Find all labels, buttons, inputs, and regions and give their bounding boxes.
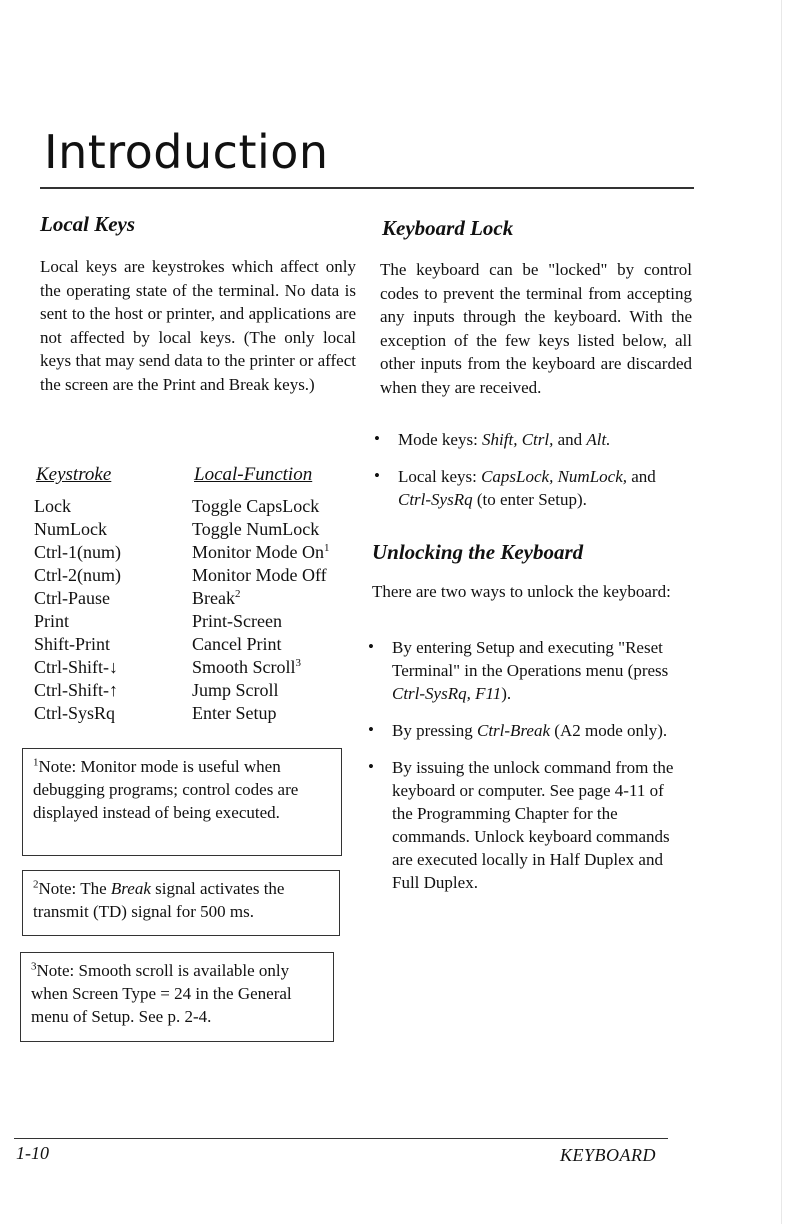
bullet-icon: • [368,720,374,739]
keystroke-cell: Ctrl-1(num) [34,542,121,562]
function-cell [192,542,330,563]
keystroke-cell: Ctrl-SysRq [34,703,116,723]
unlocking-paragraph: There are two ways to unlock the keyboard: [372,582,671,601]
function-text: Jump Scroll [192,680,279,700]
unlocking-list [366,636,686,908]
list-item [372,428,692,451]
function-text: Enter Setup [192,703,277,723]
keyboard-lock-list [372,428,692,525]
keystroke-cell: Ctrl-Shift-↑ [34,680,118,700]
bullet-keys: Ctrl-SysRq, F11 [392,684,502,703]
bullet-keys: Shift, Ctrl, [482,430,554,449]
bullet-keys-last: Alt. [586,430,611,449]
footnote-marker: 3 [295,657,302,669]
local-keys-paragraph: Local keys are keystrokes which affect only the operating state of the terminal. No data is sent to the host or printer, and applications are not affected by local keys. (The only local keys that may send data to the printer or affect the screen are the Print and Break keys.) [40,257,356,394]
bullet-text: Mode keys: [398,430,483,449]
note-2-emph: Break [110,879,151,898]
keystroke-cell: Ctrl-Shift-↓ [34,657,118,677]
local-keys-heading: Local Keys [40,212,136,236]
page-edge [781,0,782,1224]
note-2-suffix: signal activates the transmit (TD) signal for 500 ms. [33,879,285,921]
keystroke-cell: Lock [34,496,71,516]
keystroke-cell: Shift-Print [34,634,111,654]
bullet-end: (A2 mode only). [550,721,668,740]
list-item [372,465,692,511]
bullet-end: ). [501,684,512,703]
bullet-text: By pressing [392,721,477,740]
keystroke-cell: Ctrl-2(num) [34,565,121,585]
function-text: Cancel Print [192,634,282,654]
function-cell [192,657,301,678]
title-rule [40,187,694,189]
bullet-text: By entering Setup and executing "Reset Terminal" in the Operations menu (press [392,638,669,680]
bullet-and: and [627,467,656,486]
bullet-and: and [553,430,587,449]
section-name: KEYBOARD [560,1145,656,1165]
function-text: Toggle CapsLock [192,496,320,516]
list-item [366,636,686,705]
note-2-prefix: Note: The [38,879,111,898]
bullet-icon: • [374,429,380,448]
footnote-marker: 2 [234,588,241,600]
note-2-number: 2 [33,878,39,891]
function-text: Smooth Scroll [192,657,296,677]
function-cell [192,611,282,632]
function-text: Print-Screen [192,611,282,631]
bullet-icon: • [368,757,374,776]
note-2-box [22,870,340,936]
note-1-box [22,748,342,856]
keyboard-lock-paragraph: The keyboard can be "locked" by control codes to prevent the terminal from accepting any inputs through the keyboard. With the exception of the few keys listed below, all other inputs from the keyboard are discarded when they are received. [380,260,692,397]
function-cell [192,565,327,586]
list-item [366,756,686,894]
bullet-text: By issuing the unlock command from the keyboard or computer. See page 4-11 of the Programming Chapter for the commands. Unlock keyboard commands are executed locally in Half Duplex and Full Duplex. [392,758,674,892]
page-title: Introduction [44,125,329,179]
function-cell [192,519,319,540]
function-text: Toggle NumLock [192,519,320,539]
note-3-box [20,952,334,1042]
function-text: Monitor Mode Off [192,565,327,585]
keystroke-cell: NumLock [34,519,107,539]
keyboard-lock-heading: Keyboard Lock [382,216,514,240]
bullet-keys: Ctrl-Break [477,721,551,740]
note-1-number: 1 [33,756,39,769]
function-cell [192,496,319,517]
bullet-keys: CapsLock, NumLock, [481,467,628,486]
footer-rule [14,1138,668,1139]
note-3-number: 3 [31,960,37,973]
function-column-header: Local-Function [194,464,313,485]
footnote-marker: 1 [324,542,330,554]
function-text: Monitor Mode On [192,542,324,562]
list-item [366,719,686,742]
function-cell [192,588,240,609]
note-3-text: Note: Smooth scroll is available only when Screen Type = 24 in the General menu of Setup. See p. 2-4. [31,961,292,1026]
function-cell [192,634,281,655]
bullet-suffix: (to enter Setup). [472,490,587,509]
keystroke-cell: Ctrl-Pause [34,588,110,608]
bullet-icon: • [374,466,380,485]
keystroke-cell: Print [34,611,70,631]
bullet-text: Local keys: [398,467,482,486]
unlocking-heading: Unlocking the Keyboard [372,540,584,564]
function-text: Break [192,588,235,608]
note-1-text: Note: Monitor mode is useful when debugging programs; control codes are displayed instead of being executed. [33,757,299,822]
page-number: 1-10 [16,1143,49,1163]
keystroke-column-header: Keystroke [36,464,112,485]
bullet-icon: • [368,637,374,656]
function-cell [192,703,276,724]
bullet-keys-3: Ctrl-SysRq [398,490,473,509]
function-cell [192,680,279,701]
